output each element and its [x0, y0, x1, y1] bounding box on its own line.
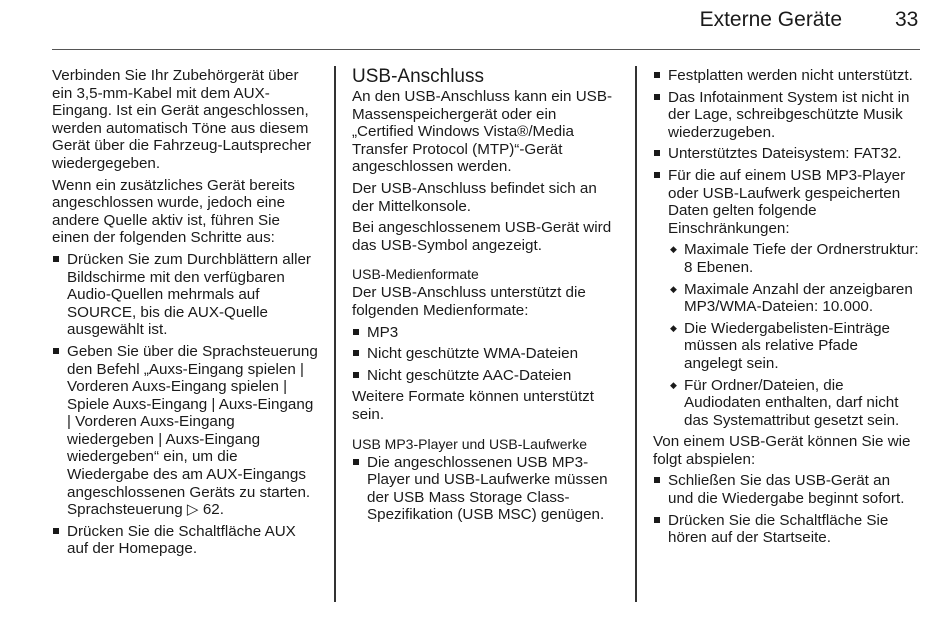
aux-intro-paragraph: Verbinden Sie Ihr Zubehörgerät über ein 3,5-mm-Kabel mit dem AUX-Eingang. Ist ein Gerät angeschlossen, werden automatisch Töne aus diesem Gerät über die Fahrzeug-Lautsprecher wiedergegeben.: [52, 67, 312, 172]
list-item: [52, 251, 320, 339]
list-item: [52, 523, 320, 558]
list-item: Für die auf einem USB MP3-Player oder USB-Laufwerk gespeicherten Daten gelten folgende Einschränkungen:: [653, 167, 919, 237]
usb-intro-paragraph: An den USB-Anschluss kann ein USB-Massenspeichergerät oder ein „Certified Windows Vista®/Media Transfer Protocol (MTP)“-Gerät angeschlossen werden.: [352, 88, 613, 176]
list-text: Geben Sie über die Sprachsteuerung den Befehl „: [67, 342, 318, 378]
page-reference-icon: ▷: [186, 501, 203, 519]
usb-location-paragraph: Der USB-Anschluss befindet sich an der Mittelkonsole.: [352, 179, 597, 215]
list-item: Schließen Sie das USB-Gerät an und die Wiedergabe beginnt sofort.: [653, 472, 919, 507]
page-reference: 62.: [202, 501, 224, 519]
other-formats-paragraph: Weitere Formate können unterstützt sein.: [352, 388, 594, 423]
list-text: -Quelle ausgewählt ist.: [67, 303, 268, 339]
column-divider-1: [334, 66, 336, 602]
aux-key-label: AUX: [187, 303, 219, 321]
subheading-media-formats: USB-Medienformate: [352, 266, 479, 283]
list-text: , bis die: [131, 303, 188, 321]
sub-list-item: ◆ Maximale Tiefe der Ordnerstruktur: 8 Ebenen.: [653, 241, 919, 276]
header-title: Externe Geräte: [699, 8, 842, 31]
sie-hoeren-button-label: Sie hören: [668, 511, 889, 547]
list-item: Die angeschlossenen USB MP3-Player und USB-Laufwerke müssen der USB Mass Storage Class-Spezifikation (USB MSC) genügen.: [352, 454, 618, 524]
sub-list-item: ◆ Die Wiedergabelisten-Einträge müssen als relative Pfade angelegt sein.: [653, 320, 919, 373]
homepage-label: Homepage: [118, 540, 193, 558]
column-usb-continued: [653, 67, 919, 551]
list-text: auf der Startseite.: [706, 529, 831, 547]
list-item: Nicht geschützte AAC-Dateien: [352, 367, 618, 385]
sub-list-item: ◆ Für Ordner/Dateien, die Audiodaten enthalten, darf nicht das Systemattribut gesetzt sein.: [653, 377, 919, 430]
sub-list-item: ◆ Maximale Anzahl der anzeigbaren MP3/WMA-Dateien: 10.000.: [653, 281, 919, 316]
list-item: [653, 512, 919, 547]
list-text: Drücken Sie zum Durchblättern aller Bildschirme mit den verfügbaren Audio-Quellen mehrmals auf: [67, 250, 311, 304]
header-rule: [52, 49, 920, 50]
subheading-mp3-player: USB MP3-Player und USB-Laufwerke: [352, 435, 587, 452]
list-text: “ ein, um die Wiedergabe des am AUX-Eingangs angeschlossenen Geräts zu starten. Sprachsteuerung: [67, 448, 311, 519]
list-item: Nicht geschützte WMA-Dateien: [352, 345, 618, 363]
list-text: .: [192, 540, 198, 558]
list-text: Drücken Sie die Schaltfläche: [668, 511, 867, 529]
column-divider-2: [635, 66, 637, 602]
voice-command-text: Auxs-Eingang spielen | Vorderen Auxs-Eingang spielen | Spiele Auxs-Eingang | Auxs-Eingang | Vorderen Auxs-Eingang wiedergeben | Auxs-Eingang wiedergeben: [67, 360, 314, 466]
list-item: Das Infotainment System ist nicht in der Lage, schreibgeschützte Musik wiederzugeben.: [653, 89, 919, 142]
aux-switch-paragraph: Wenn ein zusätzliches Gerät bereits angeschlossen wurde, jedoch eine andere Quelle aktiv ist, führen Sie einen der folgenden Schritte aus:: [52, 176, 295, 247]
playback-paragraph: Von einem USB-Gerät können Sie wie folgt abspielen:: [653, 433, 911, 468]
column-usb: [352, 67, 618, 528]
page-number: 33: [895, 8, 919, 31]
column-aux: [52, 67, 320, 562]
aux-button-label: AUX: [264, 522, 296, 540]
section-title: USB-Anschluss: [352, 66, 484, 87]
media-formats-paragraph: Der USB-Anschluss unterstützt die folgenden Medienformate:: [352, 284, 586, 319]
usb-symbol-paragraph: Bei angeschlossenem USB-Gerät wird das USB-Symbol angezeigt.: [352, 219, 612, 254]
list-item: Unterstütztes Dateisystem: FAT32.: [653, 145, 919, 163]
list-text: Drücken Sie die Schaltfläche: [67, 522, 265, 540]
list-item: [52, 343, 320, 519]
list-item: Festplatten werden nicht unterstützt.: [653, 67, 919, 85]
list-item: MP3: [352, 324, 618, 342]
list-text: auf der: [67, 540, 119, 558]
source-key-label: SOURCE: [67, 303, 132, 321]
